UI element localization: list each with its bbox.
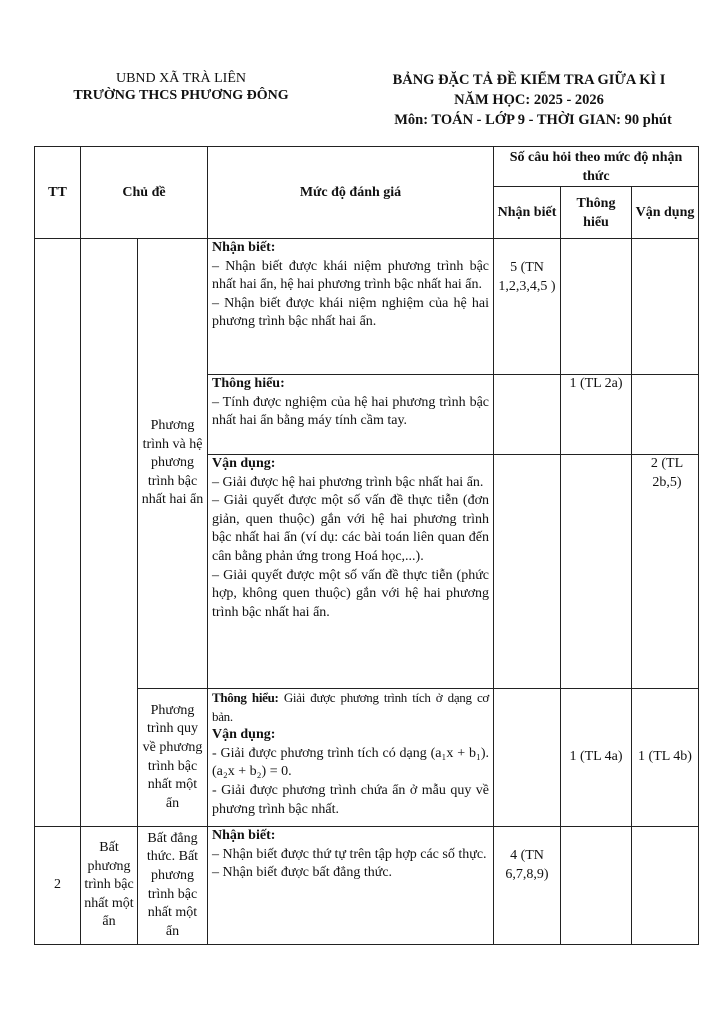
level-heading: Nhận biết: — [212, 240, 276, 255]
col-header-tt: TT — [35, 147, 81, 239]
col-header-level: Mức độ đánh giá — [208, 147, 494, 239]
specification-table — [34, 146, 699, 945]
level-item: – Tính được nghiệm của hệ hai phương trình bậc nhất hai ẩn bằng máy tính cầm tay. — [212, 394, 489, 429]
level-item: – Giải quyết được một số vấn đề thực tiễn (đơn giản, quen thuộc) gắn với hệ hai phương trình bậc nhất hai ẩn (ví dụ: các bài toán liên quan đến cân bằng phản ứng trong Hoá học,...). — [212, 493, 489, 564]
table-row — [35, 827, 699, 945]
school-year: NĂM HỌC: 2025 - 2026 — [454, 92, 604, 108]
level-cell — [208, 239, 494, 375]
subtopic-cell: Phương trình quy về phương trình bậc nhất một ẩn — [138, 689, 208, 827]
count-th-cell — [561, 827, 632, 945]
col-header-questions: Số câu hỏi theo mức độ nhận thức — [494, 147, 699, 187]
topic-cell-2: Bất phương trình bậc nhất một ẩn — [81, 827, 138, 945]
table-row — [35, 239, 699, 375]
col-header-th: Thông hiểu — [561, 187, 632, 239]
count-th-cell — [561, 455, 632, 689]
level-heading: Vận dụng: — [212, 456, 276, 471]
level-cell — [208, 689, 494, 827]
count-nb-cell: 5 (TN 1,2,3,4,5 ) — [494, 239, 561, 375]
document-title: BẢNG ĐẶC TẢ ĐỀ KIỂM TRA GIỮA KÌ I — [392, 72, 666, 88]
count-nb-cell — [494, 689, 561, 827]
count-vd-cell — [632, 239, 699, 375]
level-heading: Nhận biết: — [212, 828, 276, 843]
district-name: UBND XÃ TRÀ LIÊN — [115, 71, 246, 86]
level-item: - Giải được phương trình chứa ẩn ở mẫu quy về phương trình bậc nhất. — [212, 782, 489, 817]
school-name: TRƯỜNG THCS PHƯƠNG ĐÔNG — [73, 88, 289, 103]
count-vd-cell: 1 (TL 4b) — [632, 689, 699, 827]
topic-cell-1 — [81, 239, 138, 827]
document-title-block — [345, 70, 713, 130]
count-th-cell — [561, 239, 632, 375]
level-heading: Thông hiểu: — [212, 690, 279, 705]
level-cell — [208, 827, 494, 945]
level-cell — [208, 375, 494, 455]
col-header-vd: Vận dụng — [632, 187, 699, 239]
school-header — [40, 70, 322, 104]
level-item: – Nhận biết được bất đẳng thức. — [212, 865, 393, 881]
level-item: - Giải được phương trình tích có dạng (a₁x + b₁).(a₂x + b₂) = 0. — [212, 745, 489, 780]
col-header-topic: Chủ đề — [81, 147, 208, 239]
level-heading: Thông hiểu: — [212, 376, 285, 391]
count-vd-cell: 2 (TL 2b,5) — [632, 455, 699, 689]
level-item: – Giải quyết được một số vấn đề thực tiễn (phức hợp, không quen thuộc) gắn với hệ hai phương trình bậc nhất hai ẩn. — [212, 567, 489, 620]
count-nb-cell — [494, 455, 561, 689]
level-item: – Giải được hệ hai phương trình bậc nhất hai ẩn. — [212, 474, 484, 490]
level-item: – Nhận biết được khái niệm phương trình bậc nhất hai ẩn, hệ hai phương trình bậc nhất hai ẩn. — [212, 258, 489, 293]
level-item: – Nhận biết được khái niệm nghiệm của hệ hai phương trình bậc nhất hai ẩn. — [212, 295, 489, 330]
subtopic-cell: Bất đẳng thức. Bất phương trình bậc nhất một ẩn — [138, 827, 208, 945]
count-th-cell: 1 (TL 4a) — [561, 689, 632, 827]
level-item: Giải được phương trình tích ở dạng cơ bản. — [212, 690, 489, 724]
count-nb-cell: 4 (TN 6,7,8,9) — [494, 827, 561, 945]
tt-cell-2: 2 — [35, 827, 81, 945]
count-nb-cell — [494, 375, 561, 455]
level-heading: Vận dụng: — [212, 727, 276, 743]
level-item: – Nhận biết được thứ tự trên tập hợp các số thực. — [212, 846, 487, 862]
count-th-cell: 1 (TL 2a) — [561, 375, 632, 455]
count-vd-cell — [632, 375, 699, 455]
subject-line: Môn: TOÁN - LỚP 9 - THỜI GIAN: 90 phút — [394, 112, 672, 128]
count-vd-cell — [632, 827, 699, 945]
tt-cell-1 — [35, 239, 81, 827]
level-cell — [208, 455, 494, 689]
subtopic-cell: Phương trình và hệ phương trình bậc nhất hai ẩn — [138, 239, 208, 689]
col-header-nb: Nhận biết — [494, 187, 561, 239]
